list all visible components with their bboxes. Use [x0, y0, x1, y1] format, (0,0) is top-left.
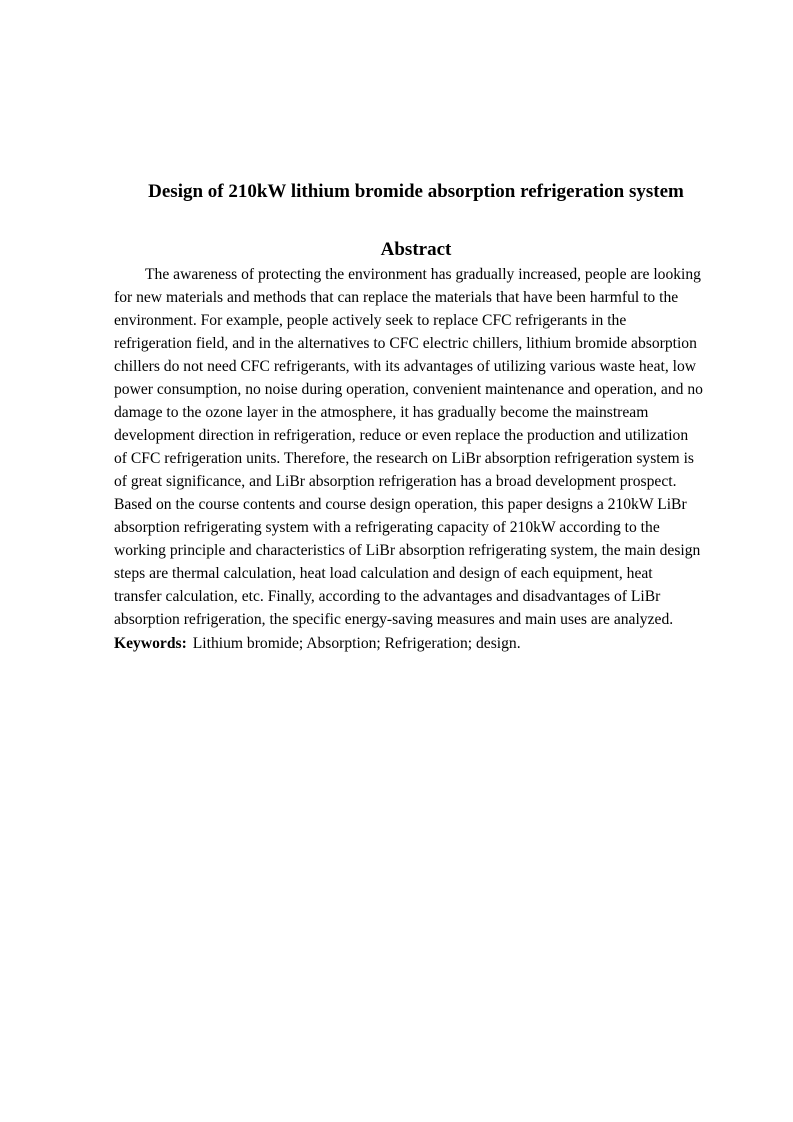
- abstract-line: for new materials and methods that can replace the materials that have been harmful to the: [114, 289, 679, 306]
- abstract-line: power consumption, no noise during operation, convenient maintenance and operation, and no: [114, 381, 703, 398]
- abstract-line: of great significance, and LiBr absorption refrigeration has a broad development prospect.: [114, 473, 677, 490]
- abstract-heading: Abstract: [380, 239, 452, 260]
- abstract-line: The awareness of protecting the environment has gradually increased, people are looking: [145, 266, 701, 283]
- abstract-line: development direction in refrigeration, reduce or even replace the production and utilization: [114, 427, 689, 444]
- abstract-line: environment. For example, people actively seek to replace CFC refrigerants in the: [114, 312, 627, 329]
- abstract-line: of CFC refrigeration units. Therefore, the research on LiBr absorption refrigeration system is: [114, 450, 694, 467]
- abstract-line: Based on the course contents and course design operation, this paper designs a 210kW LiBr: [114, 496, 687, 513]
- abstract-body: [114, 263, 720, 631]
- abstract-line: chillers do not need CFC refrigerants, with its advantages of utilizing various waste heat, low: [114, 358, 697, 375]
- abstract-line: refrigeration field, and in the alternatives to CFC electric chillers, lithium bromide absorption: [114, 335, 697, 352]
- abstract-line: absorption refrigerating system with a refrigerating capacity of 210kW according to the: [114, 519, 660, 536]
- abstract-line: steps are thermal calculation, heat load calculation and design of each equipment, heat: [114, 565, 653, 582]
- keywords-value: Lithium bromide; Absorption; Refrigeration; design.: [192, 635, 521, 652]
- abstract-line: working principle and characteristics of LiBr absorption refrigerating system, the main design: [114, 542, 701, 559]
- keywords-line: [114, 632, 720, 655]
- abstract-line: damage to the ozone layer in the atmosphere, it has gradually become the mainstream: [114, 404, 649, 421]
- document-title: Design of 210kW lithium bromide absorption refrigeration system: [148, 181, 684, 202]
- keywords-label: Keywords:: [114, 635, 187, 652]
- abstract-line: transfer calculation, etc. Finally, according to the advantages and disadvantages of LiBr: [114, 588, 661, 605]
- abstract-line: absorption refrigeration, the specific energy-saving measures and main uses are analyzed.: [114, 611, 674, 628]
